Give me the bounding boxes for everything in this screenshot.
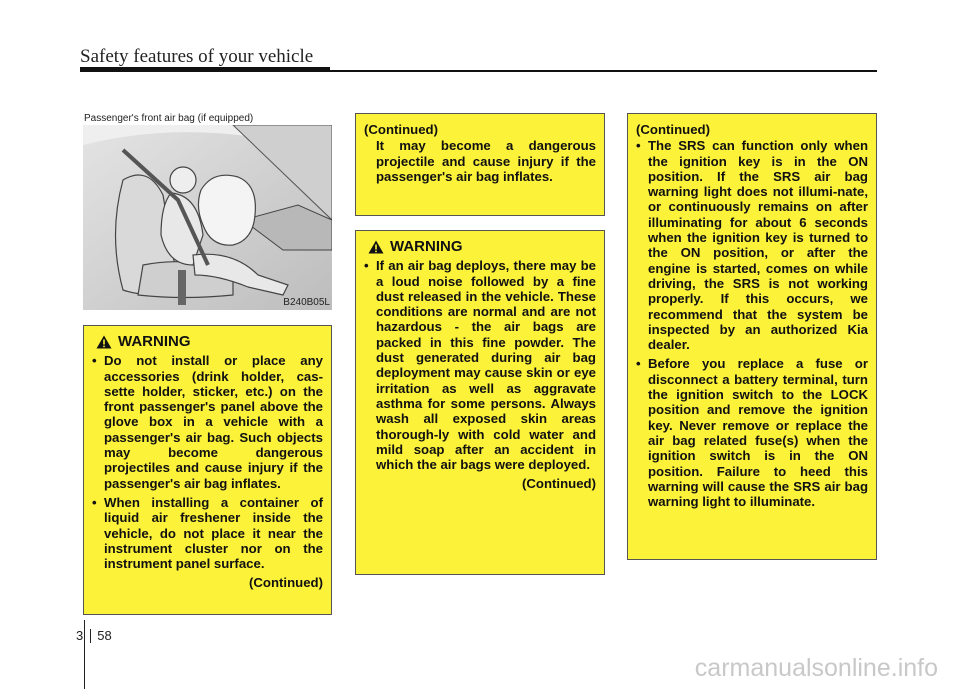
warning-list [636,138,868,509]
page-number-value: 58 [97,628,112,643]
chapter-number: 3 [76,628,84,643]
warning-box-left [83,325,332,615]
warning-box-middle [355,230,605,575]
page-number-separator [90,629,91,643]
header-rule-thin [330,70,877,72]
warning-heading [364,239,596,254]
header-title: Safety features of your vehicle [80,46,314,67]
continued-box-middle-top [355,113,605,216]
figure-caption: Passenger's front air bag (if equipped) [84,113,254,124]
continued-box-right [627,113,877,560]
airbag-illustration-drawing [83,125,332,310]
watermark: carmanualsonline.info [694,654,938,682]
warning-item: • Before you replace a fuse or disconnect a battery terminal, turn the ignition switch to the LOCK position and remove the ignition key. Never remove or replace the air bag related fuse(s) when the ignition switch is in the ON position. Failure to heed this warning will cause the SRS air bag warning light to illuminate. [636,356,868,509]
warning-heading-text: WARNING [118,333,191,350]
warning-heading [92,334,323,349]
continued-label: (Continued) [522,476,596,492]
continued-header: (Continued) [636,122,710,137]
continued-paragraph: It may become a dangerous projectile and cause injury if the passenger's air bag inflates. [376,138,596,184]
warning-triangle-icon [368,240,384,254]
figure-code: B240B05L [283,297,330,308]
continued-label: (Continued) [249,575,323,591]
warning-list [92,353,323,571]
continued-header: (Continued) [364,122,438,137]
page-number [76,628,112,643]
warning-item: • When installing a container of liquid air freshener inside the vehicle, do not place it near the instrument cluster nor on the instrument panel surface. [92,495,323,571]
header-rule-thick [80,67,330,72]
warning-heading-text: WARNING [390,238,463,255]
airbag-illustration [83,125,332,310]
warning-item: • If an air bag deploys, there may be a loud noise followed by a fine dust released in the vehicle. These conditions are normal and are not hazardous - the air bags are packed in this fine powder. The dust generated during air bag deployment may cause skin or eye irritation as well as aggravate asthma for some persons. Always wash all exposed skin areas thorough-ly with cold water and mild soap after an accident in which the air bags were deployed. [364,258,596,472]
warning-list [364,258,596,472]
seat-belt-buckle [178,270,186,305]
warning-item: • The SRS can function only when the ignition key is in the ON position. If the SRS air bag warning light does not illumi-nate, or continuously remains on after illuminating for about 6 seconds when the ignition key is turned to the ON position, or after the engine is started, comes on while driving, the SRS is not working properly. If this occurs, we recommend that the system be inspected by an authorized Kia dealer. [636,138,868,352]
occupant-head [170,167,196,193]
warning-item: • Do not install or place any accessories (drink holder, cas-sette holder, sticker, etc.) on the front passenger's panel above the glove box in a vehicle with a passenger's air bag. Such objects may become dangerous projectiles and cause injury if the passenger's air bag inflates. [92,353,323,491]
warning-triangle-icon [96,335,112,349]
